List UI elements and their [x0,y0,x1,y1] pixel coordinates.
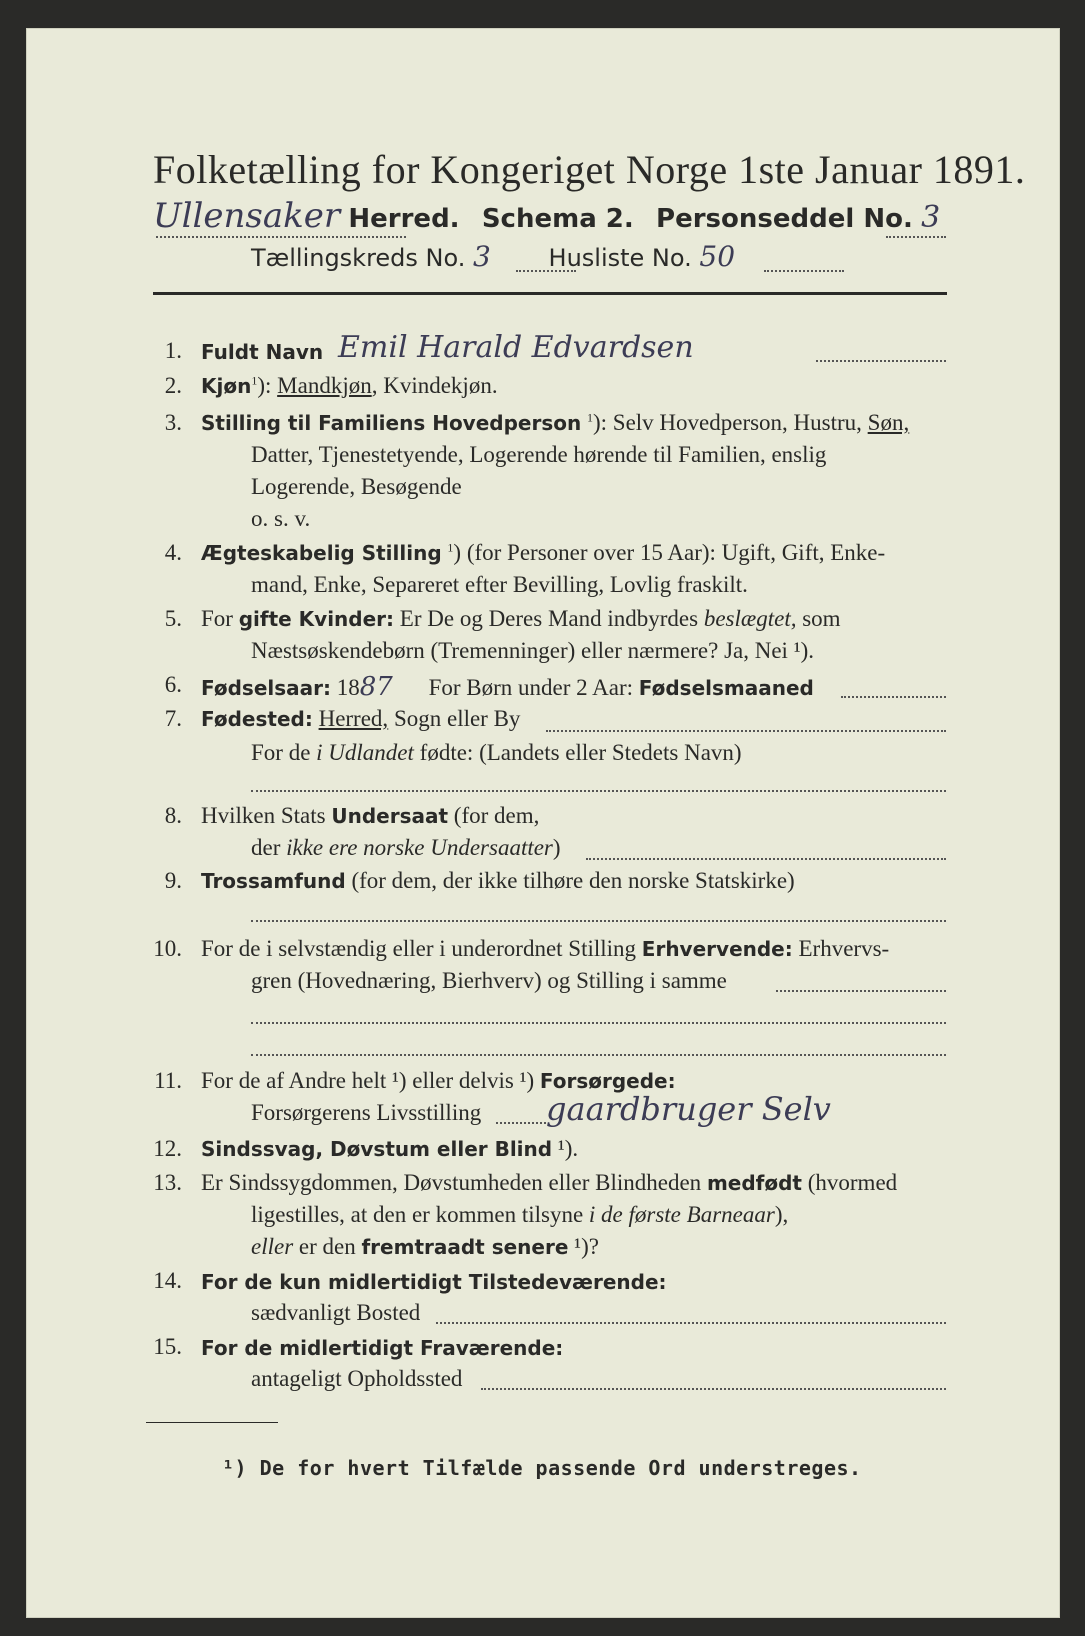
item-text: Sindssvag, Døvstum eller Blind ¹). [201,1136,579,1161]
personseddel-dotted-line [886,236,946,238]
provider-dotted-line [496,1122,546,1124]
item-number: 10. [153,936,182,961]
occupation-dotted-line-2 [251,1022,946,1024]
item-text: Trossamfund (for dem, der ikke tilhøre den norske Statskirke) [201,868,795,893]
schema-label: Schema 2. [481,204,634,234]
personseddel-label: Personseddel No. [656,204,913,234]
foreign-birthplace-dotted-line [251,790,946,792]
item-number: 8. [164,803,182,828]
kreds-line [251,240,735,273]
item-text: Kjøn$^1$): Mandkjøn, Kvindekjøn. [201,373,498,398]
item-text: Fødselsaar: 1887 For Børn under 2 Aar: Fødselsmaaned [201,672,814,702]
item-number: 7. [164,706,182,731]
herred-label: Herred. [348,204,460,234]
kreds-label: Tællingskreds No. [251,244,466,272]
census-form-page: Folketælling for Kongeriget Norge 1ste Januar 1891. Ullensaker Herred. Schema 2. Personseddel No. 3 Tællingskreds No. 3 Husliste No. 50 1. Fuldt Navn Emil Harald Edvardsen 2. Kjøn$^1$): Mandkjøn, Kvindekjøn. 3. Stilling til Familiens Hovedperson $^1$): Selv Hovedperson, Hustru, Søn, Datter, Tjenestetyende, Logerende hørende til Familien, enslig Logerende, Besøgende o. s. v. 4. Ægteskabelig Stilling $^1$) (for Personer over 15 Aar): Ugift, Gift, Enke- mand, Enke, Separeret efter Bevilling, Lovlig fraskilt. 5. For gifte Kvinder: Er De og Deres Mand indbyrdes beslægtet, som Næstsøskendebørn (Tremenninger) eller nærmere? Ja, Nei ¹). 6. Fødselsaar: 1887 For Børn under 2 Aar: Fødselsmaaned 7. Fødested: Herred, Sogn eller By For de i Udlandet fødte: (Landets eller Stedets Navn) 8. Hvilken Stats Undersaat (for dem, der ikke ere norske Undersaatter) 9. Trossamfund (for dem, der ikke tilhøre den norske Statskirke) 10. For de i selvstændig eller i underordnet Stilling Erhvervende: Erhvervs- gren (Hovednæring, Bierhverv) og Stilling i samme 11. For de af Andre helt ¹) eller delvis ¹) Forsørgede: Forsørgerens Livsstilling gaardbruger Selv 12. Sindssvag, Døvstum eller Blind ¹). 13. Er Sindssygdommen, Døvstumheden eller Blindheden medfødt (hvormed ligestilles, at den er kommen tilsyne i de første Barneaar), eller er den fremtraadt senere ¹)? 14. For de kun midlertidigt Tilstedeværende: sædvanligt Bosted 15. For de midlertidigt Fraværende: antageligt Opholdssted ¹) De for hvert Tilfælde passende Ord understreges. [26,28,1060,1618]
item-number: 5. [164,606,182,631]
item-number: 3. [164,410,182,435]
item-text: Fødested: Herred, Sogn eller By [201,706,521,731]
occupation-dotted-line-3 [251,1054,946,1056]
item-text: Stilling til Familiens Hovedperson $^1$): Selv Hovedperson, Hustru, Søn, [201,410,910,435]
item-number: 15. [153,1334,182,1359]
footnote: ¹) De for hvert Tilfælde passende Ord understreges. [222,1456,862,1480]
item-text: For gifte Kvinder: Er De og Deres Mand indbyrdes beslægtet, som [201,606,841,631]
header-rule [153,292,947,295]
item-number: 4. [164,540,182,565]
herred-dotted-line [156,236,406,238]
item-text: For de i selvstændig eller i underordnet Stilling Erhvervende: Erhvervs- [201,936,890,961]
name-dotted-line [816,360,946,362]
occupation-dotted-line [776,990,946,992]
kreds-dotted-line [516,270,576,272]
herred-line [153,196,940,236]
birthplace-dotted-line [546,730,946,732]
item-label: Fuldt Navn [201,340,324,364]
personseddel-value: 3 [921,200,941,235]
item-number: 14. [153,1268,182,1293]
name-value: Emil Harald Edvardsen [338,330,694,365]
item-text: Ægteskabelig Stilling $^1$) (for Personer over 15 Aar): Ugift, Gift, Enke- [201,540,886,565]
religion-dotted-line [251,920,946,922]
residence-dotted-line [436,1322,946,1324]
husliste-label: Husliste No. [548,244,692,272]
item-number: 1. [164,338,182,363]
birth-month-dotted-line [841,696,946,698]
item-number: 9. [164,868,182,893]
item-number: 12. [153,1136,182,1161]
husliste-value: 50 [699,240,736,273]
whereabouts-dotted-line [481,1388,946,1390]
item-number: 2. [164,373,182,398]
item-text: Hvilken Stats Undersaat (for dem, [201,803,540,828]
citizenship-dotted-line [586,858,946,860]
kreds-value: 3 [473,240,491,273]
item-text: Er Sindssygdommen, Døvstumheden eller Blindheden medfødt (hvormed [201,1170,898,1195]
herred-value: Ullensaker [153,196,341,236]
item-number: 13. [153,1170,182,1195]
item-number: 11. [154,1068,182,1093]
husliste-dotted-line [764,270,844,272]
provider-value: gaardbruger Selv [546,1090,831,1128]
item-number: 6. [164,672,182,697]
item-text: For de af Andre helt ¹) eller delvis ¹) Forsørgede: [201,1068,676,1093]
form-title: Folketælling for Kongeriget Norge 1ste Januar 1891. [153,147,1026,192]
footnote-rule [146,1422,278,1423]
birth-year-value: 87 [359,672,393,702]
